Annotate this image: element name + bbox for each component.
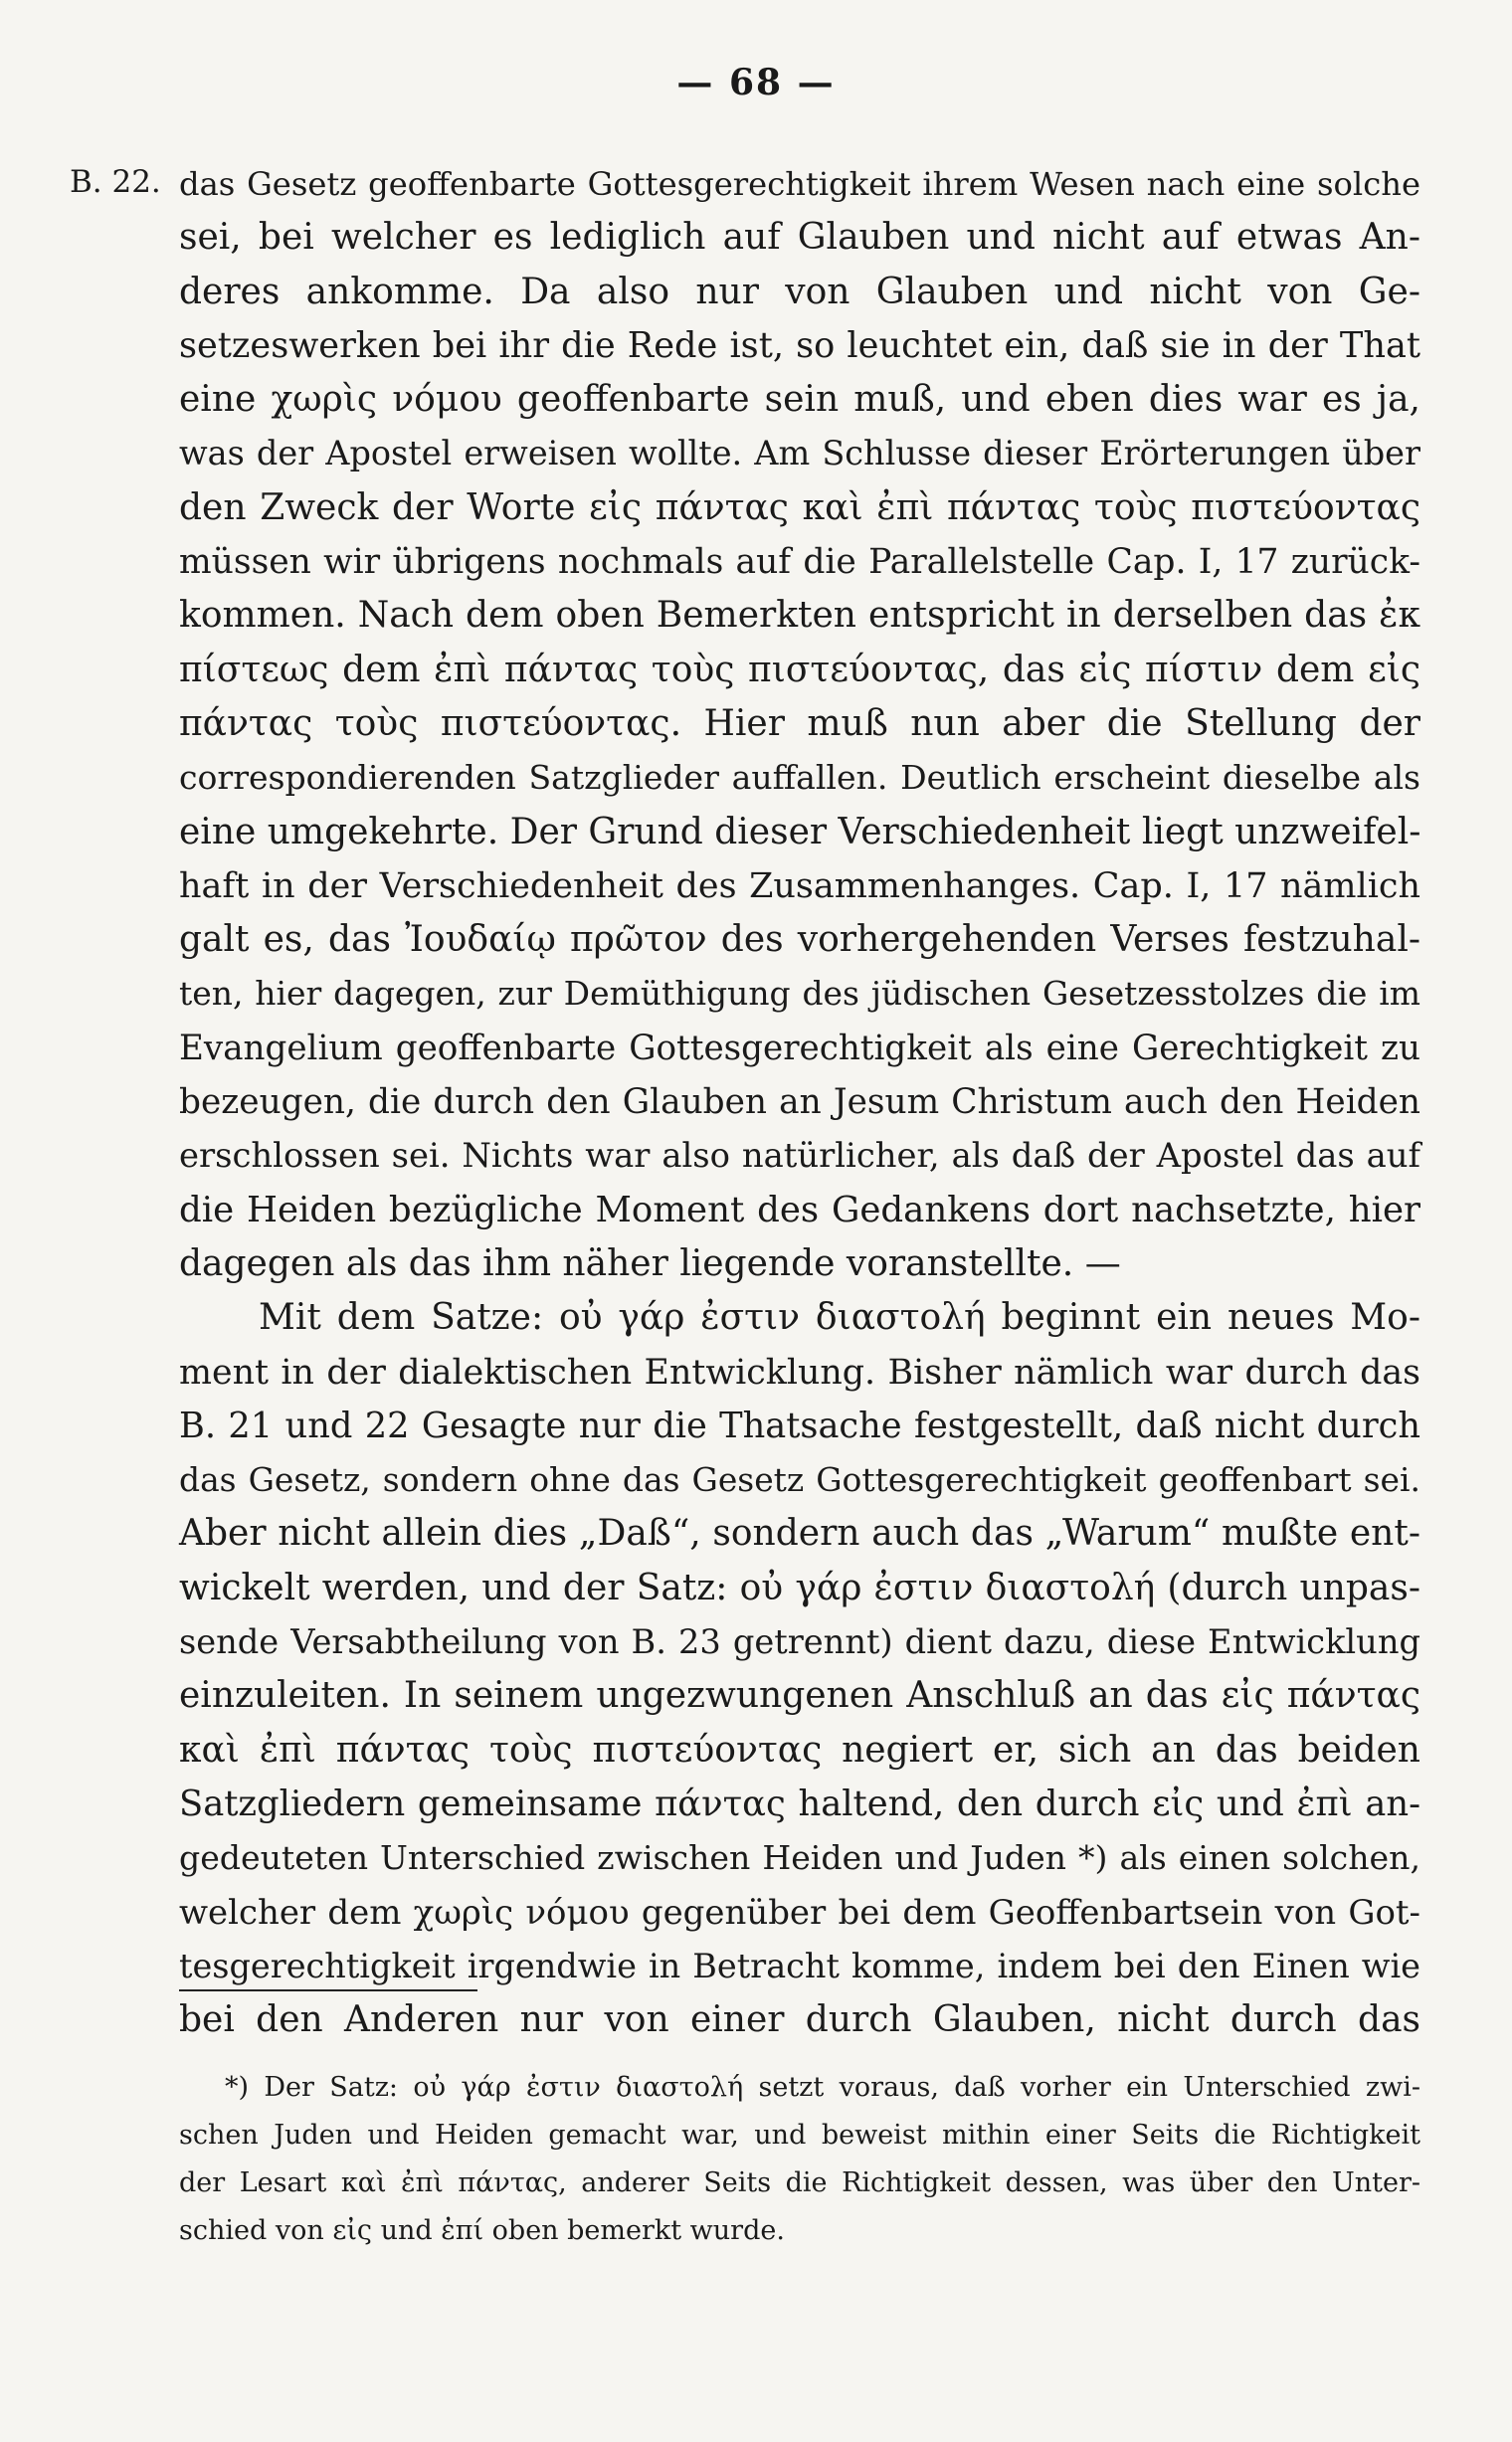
text-line: Satzgliedern gemeinsame πάντας haltend, den durch εἰς und ἐπὶ an- [179,1783,1420,1824]
text-line: tesgerechtigkeit irgendwie in Betracht komme, indem bei den Einen wie [179,1946,1420,1985]
text-line: erschlossen sei. Nichts war also natürlicher, als daß der Apostel das auf [179,1136,1420,1176]
footnote [179,2064,1420,2255]
text-line: gedeuteten Unterschied zwischen Heiden und Juden *) als einen solchen, [179,1838,1420,1878]
text-line: müssen wir übrigens nochmals auf die Parallelstelle Cap. I, 17 zurück- [179,542,1420,583]
text-line: was der Apostel erweisen wollte. Am Schlusse dieser Erörterungen über [179,434,1420,473]
body-text [179,157,1420,2047]
text-line: kommen. Nach dem oben Bemerkten entspricht in derselben das ἐκ [179,595,1420,637]
text-line: correspondierenden Satzglieder auffallen. Deutlich erscheint dieselbe als [179,758,1420,798]
footnote-line: der Lesart καὶ ἐπὶ πάντας, anderer Seits die Richtigkeit dessen, was über den Unter- [179,2167,1420,2198]
text-line: B. 21 und 22 Gesagte nur die Thatsache festgestellt, daß nicht durch [179,1405,1420,1446]
text-line: das Gesetz geoffenbarte Gottesgerechtigkeit ihrem Wesen nach eine solche [179,165,1420,203]
page-number: — 68 — [676,62,836,103]
text-line: eine χωρὶς νόμου geoffenbarte sein muß, und eben dies war es ja, [179,379,1420,421]
text-line: dagegen als das ihm näher liegende voranstellte. — [179,1242,1121,1284]
footnote-line: schied von εἰς und ἐπί oben bemerkt wurde. [179,2215,785,2246]
footnote-line: *) Der Satz: οὐ γάρ ἐστιν διαστολή setzt voraus, daß vorher ein Unterschied zwi- [225,2072,1420,2103]
footnote-line: schen Juden und Heiden gemacht war, und beweist mithin einer Seits die Richtigkeit [179,2120,1420,2151]
text-line: καὶ ἐπὶ πάντας τοὺς πιστεύοντας negiert er, sich an das beiden [179,1729,1420,1771]
text-line: bezeugen, die durch den Glauben an Jesum Christum auch den Heiden [179,1082,1420,1123]
footnote-divider [179,1989,477,1991]
text-line: bei den Anderen nur von einer durch Glauben, nicht durch das [179,1999,1420,2041]
text-line: haft in der Verschiedenheit des Zusammenhanges. Cap. I, 17 nämlich [179,865,1420,906]
text-line: Aber nicht allein dies „Daß“, sondern auch das „Warum“ mußte ent- [179,1513,1420,1555]
text-line: πάντας τοὺς πιστεύοντας. Hier muß nun aber die Stellung der [179,702,1420,744]
verse-reference: B. 22. [70,164,161,200]
text-line: deres ankomme. Da also nur von Glauben und nicht von Ge- [179,271,1420,312]
text-line: ment in der dialektischen Entwicklung. Bisher nämlich war durch das [179,1352,1420,1393]
text-line: sei, bei welcher es lediglich auf Glauben und nicht auf etwas An- [179,217,1420,259]
text-line: galt es, das Ἰουδαίῳ πρῶτον des vorhergehenden Verses festzuhal- [179,919,1420,961]
text-line: wickelt werden, und der Satz: οὐ γάρ ἐστιν διαστολή (durch unpas- [179,1567,1420,1608]
text-line: den Zweck der Worte εἰς πάντας καὶ ἐπὶ πάντας τοὺς πιστεύοντας [179,486,1420,528]
text-line: einzuleiten. In seinem ungezwungenen Anschluß an das εἰς πάντας [179,1675,1420,1717]
text-line: die Heiden bezügliche Moment des Gedankens dort nachsetzte, hier [179,1189,1420,1230]
text-line: setzeswerken bei ihr die Rede ist, so leuchtet ein, daß sie in der That [179,324,1420,366]
paragraph-start-line: Mit dem Satze: οὐ γάρ ἐστιν διαστολή beginnt ein neues Mo- [259,1297,1420,1339]
text-line: das Gesetz, sondern ohne das Gesetz Gottesgerechtigkeit geoffenbart sei. [179,1460,1420,1500]
text-line: sende Versabtheilung von B. 23 getrennt) dient dazu, diese Entwicklung [179,1622,1420,1662]
text-line: eine umgekehrte. Der Grund dieser Verschiedenheit liegt unzweifel- [179,811,1421,852]
text-line: ten, hier dagegen, zur Demüthigung des jüdischen Gesetzesstolzes die im [179,974,1420,1014]
text-line: welcher dem χωρὶς νόμου gegenüber bei dem Geoffenbartsein von Got- [179,1892,1420,1933]
text-line: Evangelium geoffenbarte Gottesgerechtigkeit als eine Gerechtigkeit zu [179,1028,1420,1068]
text-line: πίστεως dem ἐπὶ πάντας τοὺς πιστεύοντας, das εἰς πίστιν dem εἰς [179,649,1420,690]
